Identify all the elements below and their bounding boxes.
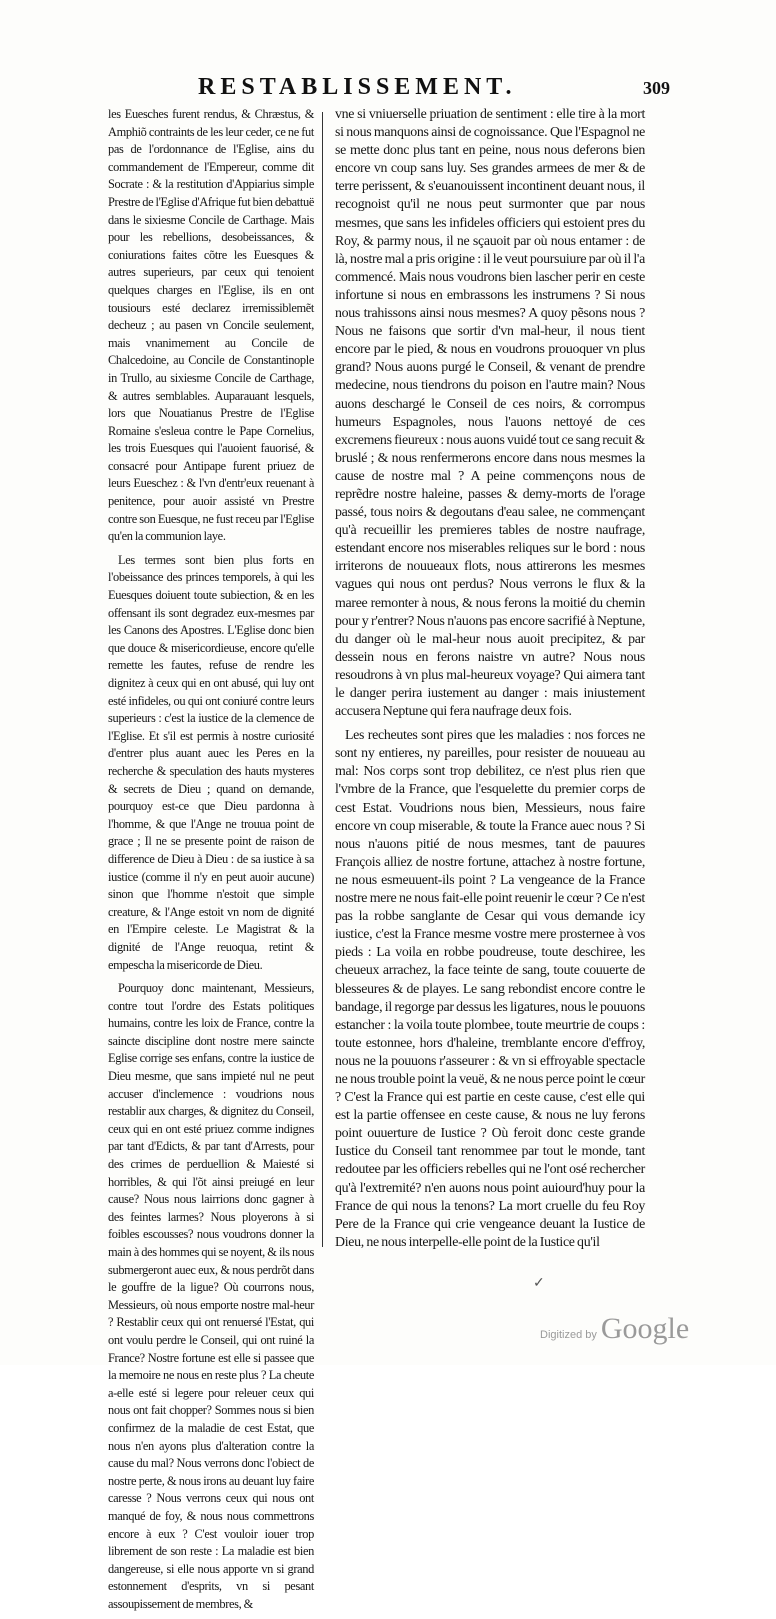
page-number: 309 (643, 78, 670, 98)
left-column (108, 106, 314, 1619)
watermark-prefix: Digitized by (540, 1329, 597, 1341)
paragraph: les Euesches furent rendus, & Chræstus, & Amphiõ contraints de les leur ceder, ce ne fut pas de l'ordonnance de l'Eglise, ains du commandement de l'Empereur, comme dit Socrate : & la restitution d'Appiarius simple Prestre de l'Eglise d'Afrique fut bien debattuë dans le sixiesme Concile de Carthage. Mais pour les rebellions, desobeissances, & coniurations faites cõtre les Euesques & autres superieurs, par ceux qui tenoient quelques charges en l'Eglise, ils en ont tousiours esté declarez irremissiblemẽt decheuz ; au pasen vn Concile seulement, mais vnanimement au Concile de Chalcedoine, au Concile de Constantinople in Trullo, au sixiesme Concile de Carthage, & autres semblables. Auparauant lesquels, lors que Nouatianus Prestre de l'Eglise Romaine s'esleua contre le Pape Cornelius, les trois Euesques qui l'auoient fauorisé, & consacré pour Antipape furent priuez de leurs Eueschez : & l'vn d'entr'eux reuenant à penitence, pour auoir assisté vn Prestre contre son Euesque, ne fust receu par l'Eglise qu'en la communion laye. (108, 107, 314, 544)
running-title: RESTABLISSEMENT. (198, 74, 517, 100)
column-divider (322, 112, 323, 1247)
paragraph: vne si vniuerselle priuation de sentiment : elle tire à la mort si nous manquons ainsi de cognoissance. Que l'Espagnol ne se mette donc plus tant en peine, nous nous deferons bien encore vn coup sans luy. Ses grandes armees de mer & de terre perissent, & s'euanouissent incontinent deuant nous, il recognoist qu'il ne nous peut surmonter que par nous mesmes, que sans les infideles officiers qui estoient pres du Roy, & parmy nous, il ne sçauoit par où nous entamer : de là, nostre mal a pris origine : il le veut poursuiure par où il l'a commencé. Mais nous voudrons bien lascher perir en ceste infortune si nous en embrassons les instrumens ? Si nous nous trahissons ainsi nous mesmes? A quoy pẽsons nous ? Nous ne faisons que sortir d'vn mal-heur, il nous tient encore par le pied, & nous en voudrons prouoquer vn plus grand? Nous auons purgé le Conseil, & venant de prendre medecine, nous tiendrons du poison en l'autre main? Nous auons deschargé le Conseil de ces noirs, & corrompus humeurs Espagnoles, nous l'auons nettoyé de ces excremens fieureux : nous auons vuidé tout ce sang recuit & bruslé ; & nous renfermerons encore dans nous mesmes la cause de nostre mal ? A peine commençons nous de reprẽdre nostre haleine, passes & demy-morts de l'orage passé, tous noirs & degoutans d'eau salee, ne commençant qu'à recueillir les premieres tables de nostre naufrage, estendant encore nos miserables reliques sur le bord : nous irriterons de nouueaux flots, nous attirerons les mesmes vagues qui nous ont perdus? Nous verrons le flux & la maree remonter à nous, & nous ferons la moitié du chemin pour y r'entrer? Nous n'auons pas encore sacrifié à Neptune, du danger où le mal-heur nous auoit precipitez, & par dessein nous en ferons naistre vn autre? Nous nous resoudrons à vn plus mal-heureux voyage? Qui aimera tant le danger perira iustement au danger : mais iniustement accusera Neptune qui fera naufrage deux fois. (335, 107, 645, 720)
right-column (335, 106, 645, 1258)
page-header (110, 74, 670, 104)
page-mark: ✓ (533, 1275, 545, 1291)
paragraph: Pourquoy donc maintenant, Messieurs, contre tout l'ordre des Estats politiques humains, contre les loix de France, contre la saincte discipline dont nostre mere saincte Eglise corrige ses enfans, contre la iustice de Dieu mesme, que sans impieté nul ne peut accuser d'inclemence : voudrions nous restablir aux charges, & dignitez du Conseil, ceux qui en ont esté priuez comme indignes par tant d'Edicts, & par tant d'Arrests, pour des crimes de perduellion & Maiesté si horribles, & qui l'õt ainsi preiugé en leur cause? Nous nous lairrions donc gagner à des feintes larmes? Nous ployerons à si foibles escousses? nous voudrons donner la main à des hommes qui se noyent, & ils nous submergeront auec eux, & nous perdrõt dans le gouffre de la ligue? Où courrons nous, Messieurs, où nous emporte nostre mal-heur ? Restablir ceux qui ont renuersé l'Estat, qui ont voulu perdre le Conseil, qui ont ruiné la France? Nostre fortune est elle si passee que la memoire ne nous en reste plus ? La cheute a-elle esté si legere pour releuer ceux qui nous ont fait chopper? Sommes nous si bien confirmez de la maladie de cest Estat, que nous n'en ayons plus d'alteration contre la cause du mal? Nous verrons donc l'obiect de nostre perte, & nous irons au deuant luy faire caresse ? Nous verrons ceux qui nous ont manqué de foy, & nous nous commettrons encore à eux ? C'est vouloir iouer trop librement de son reste : La maladie est bien dangereuse, si elle nous apporte vn si grand estonnement d'esprits, vn si pesant assoupissement de membres, & (108, 981, 314, 1611)
google-logo: Google (600, 1312, 690, 1345)
paragraph: Les termes sont bien plus forts en l'obeissance des princes temporels, à qui les Euesques doiuent toute subiection, & en les offensant ils sont degradez eux-mesmes par les Canons des Apostres. L'Eglise donc bien que douce & misericordieuse, encore qu'elle remette les fautes, refuse de rendre les dignitez à ceux qui en ont abusé, qui luy ont esté infideles, ou qui ont coniuré contre leurs superieurs : c'est la iustice de la clemence de l'Eglise. Et s'il est permis à nostre curiosité d'entrer plus auant auec les Peres en la recherche & speculation des hauts mysteres & secrets de Dieu ; quand on demande, pourquoy est-ce que Dieu pardonna à l'homme, & que l'Ange ne trouua point de grace ; Il ne se presente point de raison de difference de Dieu à Dieu : de sa iustice à sa iustice (comme il n'y en peut auoir aucune) sinon que l'homme n'estoit que simple creature, & l'Ange estoit vn nom de dignité en l'Empire celeste. Le Magistrat & la dignité de l'Ange reuoqua, retint & empescha la misericorde de Dieu. (108, 552, 314, 972)
digitized-watermark (540, 1312, 689, 1346)
paragraph: Les recheutes sont pires que les maladies : nos forces ne sont ny entieres, ny pareilles, pour resister de nouueau au mal: Nos corps sont trop debilitez, ce n'est plus rien que l'vmbre de la France, que l'esquelette du premier corps de cest Estat. Voudrions nous bien, Messieurs, nous faire encore vn coup miserable, & toute la France auec nous ? Si nous n'auons pitié de nous mesmes, tant de pauures François alliez de nostre fortune, attachez à nostre fortune, ne nous esmeuuent-ils point ? La vengeance de la France nostre mere ne nous fait-elle point reuenir le cœur ? Ce n'est pas la robbe sanglante de Cesar qui vous demande icy iustice, c'est la France mesme vostre mere prosternee à vos pieds : La voila en robbe poudreuse, toute deschiree, les cheueux arrachez, la face teinte de sang, toute couuerte de blesseures & de playes. Le sang rebondist encore contre le bandage, il regorge par dessus les ligatures, nous le pouuons estancher : la voila toute plombee, toute meurtrie de coups : toute estonnee, hors d'haleine, tremblante encore d'effroy, nous ne la pouuons r'asseurer : & vn si effroyable spectacle ne nous trouble point la veuë, & ne nous perce point le cœur ? C'est la France qui est partie en ceste cause, c'est elle qui est la partie offensee en ceste cause, & nous ne luy ferons point ouuerture de Iustice ? Où feroit donc ceste grande Iustice du Conseil tant renommee par tout le monde, tant redoutee par les officiers rebelles qui ne l'ont osé rechercher qu'à l'extremité? n'en auons nous point auiourd'huy pour la France de qui nous la tenons? La mort cruelle du feu Roy Pere de la France qui crie vengeance deuant la Iustice de Dieu, ne nous interpelle-elle point de la Iustice qu'il (335, 728, 645, 1250)
